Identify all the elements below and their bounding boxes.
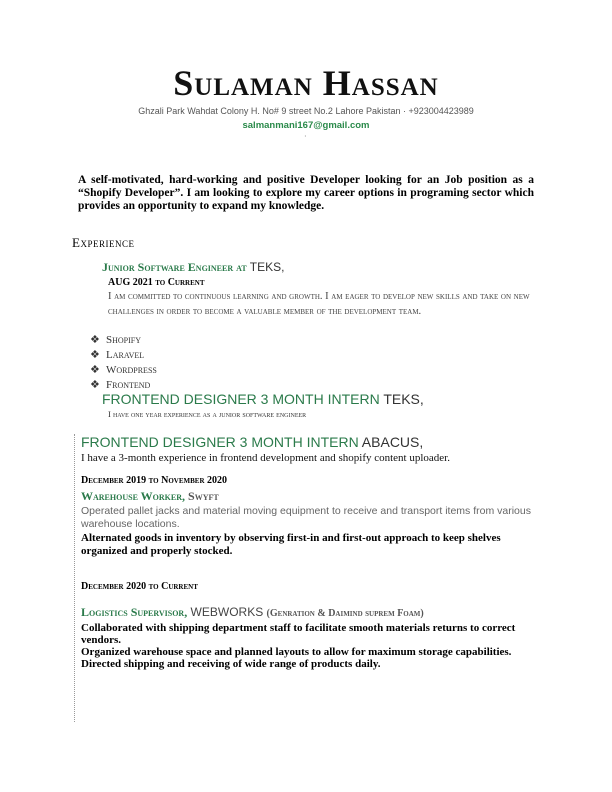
diamond-bullet-icon: ❖ — [90, 349, 100, 361]
job-title-text: Warehouse Worker, — [81, 489, 186, 503]
job-description-4: Operated pallet jacks and material moving equipment to receive and transport items from various warehouse locations. — [81, 505, 531, 530]
job-subcompany: (Genration & Daimind suprem Foam) — [266, 608, 424, 619]
diamond-bullet-icon: ❖ — [90, 334, 100, 346]
skill-item — [90, 348, 157, 363]
diamond-bullet-icon: ❖ — [90, 364, 100, 376]
diamond-bullet-icon: ❖ — [90, 379, 100, 391]
job-title-3 — [81, 434, 423, 452]
job-title-4 — [81, 489, 219, 504]
job-title-text: FRONTEND DESIGNER 3 MONTH INTERN — [81, 434, 359, 450]
job-company: ABACUS, — [358, 434, 424, 450]
job-company: TEKS, — [246, 260, 285, 274]
job-title-text: FRONTEND DESIGNER 3 MONTH INTERN — [102, 391, 380, 407]
skill-label: Frontend — [106, 379, 151, 391]
section-heading-experience: Experience — [72, 235, 135, 250]
job-title-5 — [81, 605, 424, 620]
job-company: WEBWORKS — [187, 605, 267, 619]
job-date-5: December 2020 to Current — [81, 581, 198, 592]
job-company: Swyft — [185, 489, 219, 503]
job-date-1: AUG 2021 to Current — [108, 277, 205, 288]
skill-label: Shopify — [106, 334, 142, 346]
contact-line: Ghzali Park Wahdat Colony H. No# 9 street No.2 Lahore Pakistan · +923004423989 — [138, 106, 474, 116]
summary-paragraph: A self-motivated, hard-working and positive Developer looking for an Job position as a “Shopify Developer”. I am looking to explore my career options in programing sector which provides an opportunity to expand my knowledge. — [78, 174, 534, 212]
job-detail-line: Directed shipping and receiving of wide range of products daily. — [81, 658, 381, 670]
skill-label: Wordpress — [106, 364, 157, 376]
dotted-divider — [74, 434, 75, 722]
job-description-2: I have one year experience as a junior software engineer — [108, 409, 307, 419]
skill-item — [90, 363, 157, 378]
skill-label: Laravel — [106, 349, 145, 361]
job-details-5 — [81, 622, 531, 670]
skill-item — [90, 333, 157, 348]
job-company: TEKS, — [379, 391, 424, 407]
job-detail-4: Alternated goods in inventory by observing first-in and first-out approach to keep shelves organized and properly stocked. — [81, 532, 501, 557]
skills-list — [90, 333, 157, 393]
job-detail-line: Collaborated with shipping department staff to facilitate smooth materials returns to correct vendors. — [81, 622, 516, 646]
job-description-3: I have a 3-month experience in frontend development and shopify content uploader. — [81, 452, 450, 464]
email-link[interactable]: salmanmani167@gmail.com — [242, 120, 370, 131]
job-title-2 — [102, 391, 424, 409]
separator-dot: · — [304, 132, 307, 141]
job-title-1 — [102, 260, 284, 275]
job-description-1: I am committed to continuous learning and growth. I am eager to develop new skills and take on new challenges in order to become a valuable member of the development team. — [108, 291, 530, 317]
job-title-text: Logistics Supervisor, — [81, 605, 188, 619]
resume-name: Sulaman Hassan — [173, 63, 439, 103]
job-title-text: Junior Software Engineer at — [102, 260, 247, 274]
job-date-4: December 2019 to November 2020 — [81, 475, 227, 486]
job-detail-line: Organized warehouse space and planned layouts to allow for maximum storage capabilities. — [81, 646, 512, 658]
